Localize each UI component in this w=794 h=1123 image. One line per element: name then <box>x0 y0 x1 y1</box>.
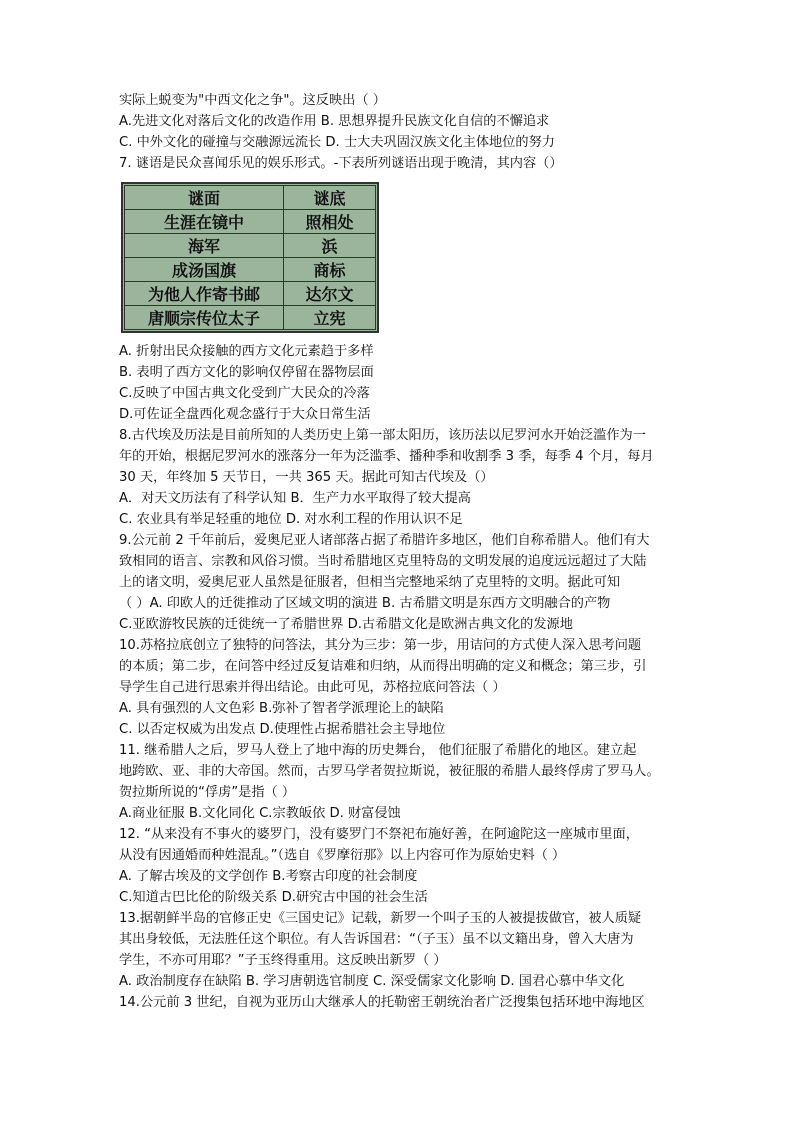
question-9 <box>119 530 683 635</box>
option-line: C.知道古巴比伦的阶级关系 D.研究古中国的社会生活 <box>119 890 428 905</box>
text-line: 贺拉斯所说的“俘虏”是指（ ） <box>119 785 296 800</box>
text-line: 30 天，年终加 5 天节日，一共 365 天。据此可知古代埃及（） <box>119 470 494 485</box>
text-line: 致相同的语言、宗教和风俗习惯。当时希腊地区克里特岛的文明发展的追度远远超过了大陆 <box>119 554 647 569</box>
text-line: 8.古代埃及历法是目前所知的人类历史上第一部太阳历，该历法以尼罗河水开始泛滥作为一 <box>119 428 646 443</box>
text-line: 11. 继希腊人之后，罗马人登上了地中海的历史舞台， 他们征服了希腊化的地区。建立起 <box>119 743 637 758</box>
option-line: C. 以否定权威为出发点 D.使理性占据希腊社会主导地位 <box>119 722 446 737</box>
text-line: 12. “从来没有不事火的婆罗门，没有婆罗门不祭祀布施好善，在阿逾陀这一座城市里面， <box>119 827 639 842</box>
option-line: B. 表明了西方文化的影响仅停留在器物层面 <box>119 365 374 380</box>
table-cell: 为他人作寄书邮 <box>125 282 284 306</box>
question-stem: 7. 谜语是民众喜闻乐见的娱乐形式。-下表所列谜语出现于晚清，其内容（） <box>119 156 563 171</box>
text-line: 14.公元前 3 世纪，自视为亚历山大继承人的托勒密王朝统治者广泛搜集包括环地中海地区 <box>119 995 645 1010</box>
option-line: A. 了解古埃及的文学创作 B.考察古印度的社会制度 <box>119 869 418 884</box>
option-line: D.可佐证全盘西化观念盛行于大众日常生活 <box>119 407 371 422</box>
option-line: C. 中外文化的碰撞与交融源远流长 D. 士大夫巩固汉族文化主体地位的努力 <box>119 135 555 150</box>
question-10 <box>119 635 683 740</box>
table-cell: 浜 <box>284 234 376 258</box>
text-line: 导学生自己进行思索并得出结论。由此可见，苏格拉底问答法（ ） <box>119 680 506 695</box>
text-line: 13.据朝鲜半岛的官修正史《三国史记》记载，新罗一个叫子玉的人被提拔做官，被人质疑 <box>119 911 642 926</box>
table-cell: 立宪 <box>284 306 376 330</box>
question-11 <box>119 740 683 824</box>
table-header-cell: 谜底 <box>284 186 376 210</box>
option-line: C. 农业具有举足轻重的地位 D. 对水利工程的作用认识不足 <box>119 512 463 527</box>
option-line: C.亚欧游牧民族的迁徙统一了希腊世界 D.古希腊文化是欧洲古典文化的发源地 <box>119 617 573 632</box>
text-line: 地跨欧、亚、非的大帝国。然而，古罗马学者贺拉斯说，被征服的希腊人最终俘虏了罗马人。 <box>119 764 660 779</box>
table-cell: 达尔文 <box>284 282 376 306</box>
table-header-cell: 谜面 <box>125 186 284 210</box>
option-line: A.商业征服 B.文化同化 C.宗教皈依 D. 财富侵蚀 <box>119 806 401 821</box>
table-cell: 照相处 <box>284 210 376 234</box>
question-13 <box>119 908 683 992</box>
table-cell: 唐顺宗传位太子 <box>125 306 284 330</box>
option-line: A.先进文化对落后文化的改造作用 B. 思想界提升民族文化自信的不懈追求 <box>119 114 550 129</box>
table-cell: 商标 <box>284 258 376 282</box>
option-line: A. 政治制度存在缺陷 B. 学习唐朝选官制度 C. 深受儒家文化影响 D. 国君心慕中华文化 <box>119 974 625 989</box>
table-cell: 成汤国旗 <box>125 258 284 282</box>
option-line: C.反映了中国古典文化受到广大民众的冷落 <box>119 386 370 401</box>
text-line: 实际上蜕变为"中西文化之争"。这反映出（ ） <box>119 93 386 108</box>
option-line: A. 折射出民众接触的西方文化元素趋于多样 <box>119 344 374 359</box>
text-line: 从没有因通婚而种姓混乱。”（选自《罗摩衍那》以上内容可作为原始史料（ ） <box>119 848 566 863</box>
table-cell: 海军 <box>125 234 284 258</box>
table-row <box>125 282 376 306</box>
table-header-row <box>125 186 376 210</box>
text-line: 其出身较低，无法胜任这个职位。有人告诉国君：“（子玉）虽不以文籍出身，曾入大唐为 <box>119 932 634 947</box>
riddle-table <box>121 182 379 333</box>
option-line: （ ）A. 印欧人的迁徙推动了区域文明的演进 B. 古希腊文明是东西方文明融合的产物 <box>119 596 611 611</box>
question-14 <box>119 992 683 1013</box>
text-line: 10.苏格拉底创立了独特的问答法，其分为三步：第一步，用诘问的方式使人深入思考问题 <box>119 638 642 653</box>
option-line: A．对天文历法有了科学认知 B．生产力水平取得了较大提高 <box>119 491 471 506</box>
question-6-tail <box>119 90 683 153</box>
text-line: 年的开始，根据尼罗河水的涨落分一年为泛滥季、播种季和收割季 3 季，每季 4 个月，每月 <box>119 449 654 464</box>
text-line: 9.公元前 2 千年前后，爱奥尼亚人诸部落占据了希腊许多地区，他们自称希腊人。他们有大 <box>119 533 650 548</box>
question-12 <box>119 824 683 908</box>
table-row <box>125 306 376 330</box>
question-7 <box>119 153 683 425</box>
table-row <box>125 210 376 234</box>
table-row <box>125 258 376 282</box>
question-8 <box>119 425 683 530</box>
exam-page <box>119 90 683 1013</box>
option-line: A. 具有强烈的人文色彩 B.弥补了智者学派理论上的缺陷 <box>119 701 444 716</box>
text-line: 上的诸文明，爱奥尼亚人虽然是征服者，但相当完整地采纳了克里特的文明。据此可知 <box>119 575 621 590</box>
table-row <box>125 234 376 258</box>
table-cell: 生涯在镜中 <box>125 210 284 234</box>
text-line: 学生，不亦可用耶？”子玉终得重用。这反映出新罗（ ） <box>119 953 447 968</box>
text-line: 的本质；第二步，在问答中经过反复诘难和归纳，从而得出明确的定义和概念；第三步，引 <box>119 659 647 674</box>
